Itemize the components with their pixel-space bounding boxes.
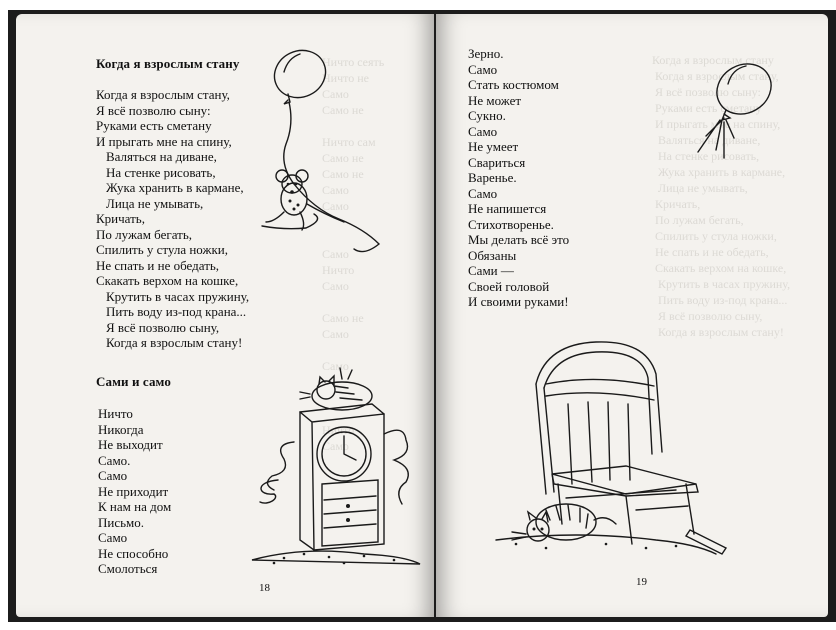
poem1-line: На стенке рисовать, [106,164,216,180]
mouse-with-balloon-illustration [244,44,414,274]
poem2-title: Сами и само [96,374,171,389]
poem2-line: И своими руками! [468,294,569,309]
poem2-line: Письмо. [98,514,145,530]
poem2-line: Смолоться [98,561,158,576]
poem1-line: Скакать верхом на кошке, [96,273,239,288]
poem2-line: Не приходит [98,483,169,499]
poem1-line: Кричать, [96,211,145,226]
left-page [16,14,434,617]
poem2-line: Стихотворенье. [468,216,554,232]
page-number-right: 19 [636,576,647,588]
bleed-through-text: Когда я взрослым стану Когда я взрослым стану, Я всё позволю сыну: Руками есть сметану И прыгать мне на спину, Валяться на диване, На стенке рисовать, Жука хранить в кармане, Лица не умывать, Кричать, По лужам бегать, Спилить у стула ножки, Не спать и не обедать, Скакать верхом на кошке, Крутить в часах пружину, Пить воду из-под крана... Я всё позволю сыну, Когда я взрослым стану! [652,53,791,339]
poem1-line: Спилить у стула ножки, [96,242,228,257]
poem2-line: Мы делать всё это [468,232,570,247]
poem2-line: Само [468,185,498,201]
poem1-line: Валяться на диване, [106,149,217,164]
poem1-line: Крутить в часах пружину, [106,288,250,304]
poem2-line: Своей головой [468,278,550,294]
poem2-line: Обязаны [468,247,517,263]
poem2-line: Само [98,530,128,545]
poem2-line: Не выходит [98,437,163,452]
page-number-left: 18 [259,582,270,594]
poem2-line: Само [98,468,128,483]
bleed-through-text: Ничто сеять Ничто не Само Само не Ничто сам Само не Само не Само Само Само Ничто Само Само не Само Само Ничто Само [322,55,385,453]
poem1-line: Я всё позволю сыну: [96,102,211,118]
poem1-text [96,87,249,351]
poem1-line: Руками есть сметану [96,118,212,133]
poem2-line: Само. [98,452,131,468]
poem1-line: Когда я взрослым стану! [106,335,243,350]
balloon-icon [708,54,780,124]
cat-on-clock-illustration [244,364,424,574]
right-page [436,14,828,617]
cat-under-chair-illustration [476,334,736,569]
poem1-line: Я всё позволю сыну, [106,319,220,335]
mouse-icon [262,170,344,230]
poem1-line: По лужам бегать, [96,226,193,242]
poem1-line: Не спать и не обедать, [96,257,220,273]
poem2-line: Само [468,61,498,77]
poem2-line: Не напишется [468,201,547,216]
poem2-line: Ничто [98,406,133,421]
poem2-line: Свариться [468,154,526,170]
cat-icon [300,368,372,410]
poem2-line: Никогда [98,421,144,437]
poem2-line: Варенье. [468,170,517,185]
balloon-icon [267,42,334,106]
poem2-text [98,406,171,577]
poem2-line: Само [468,123,498,139]
balloon-illustration [676,54,786,184]
clock-icon [300,404,384,550]
poem1-line: Жука хранить в кармане, [106,180,244,195]
open-book [8,10,836,622]
poem2-continued-text [468,46,569,310]
poem2-line: К нам на дом [98,499,172,514]
poem1-line: Пить воду из-под крана... [106,304,247,319]
poem2-line: Зерно. [468,46,504,61]
poem2-line: Не умеет [468,139,519,154]
poem2-line: Не может [468,92,522,108]
poem2-line: Стать костюмом [468,77,559,92]
poem2-line: Сукно. [468,108,506,123]
poem1-title: Когда я взрослым стану [96,56,240,71]
poem1-line: Когда я взрослым стану, [96,87,230,102]
poem2-line: Сами — [468,263,514,278]
poem2-line: Не способно [98,545,169,561]
poem1-line: И прыгать мне на спину, [96,133,232,149]
chair-icon [536,342,698,544]
poem1-line: Лица не умывать, [106,195,204,211]
